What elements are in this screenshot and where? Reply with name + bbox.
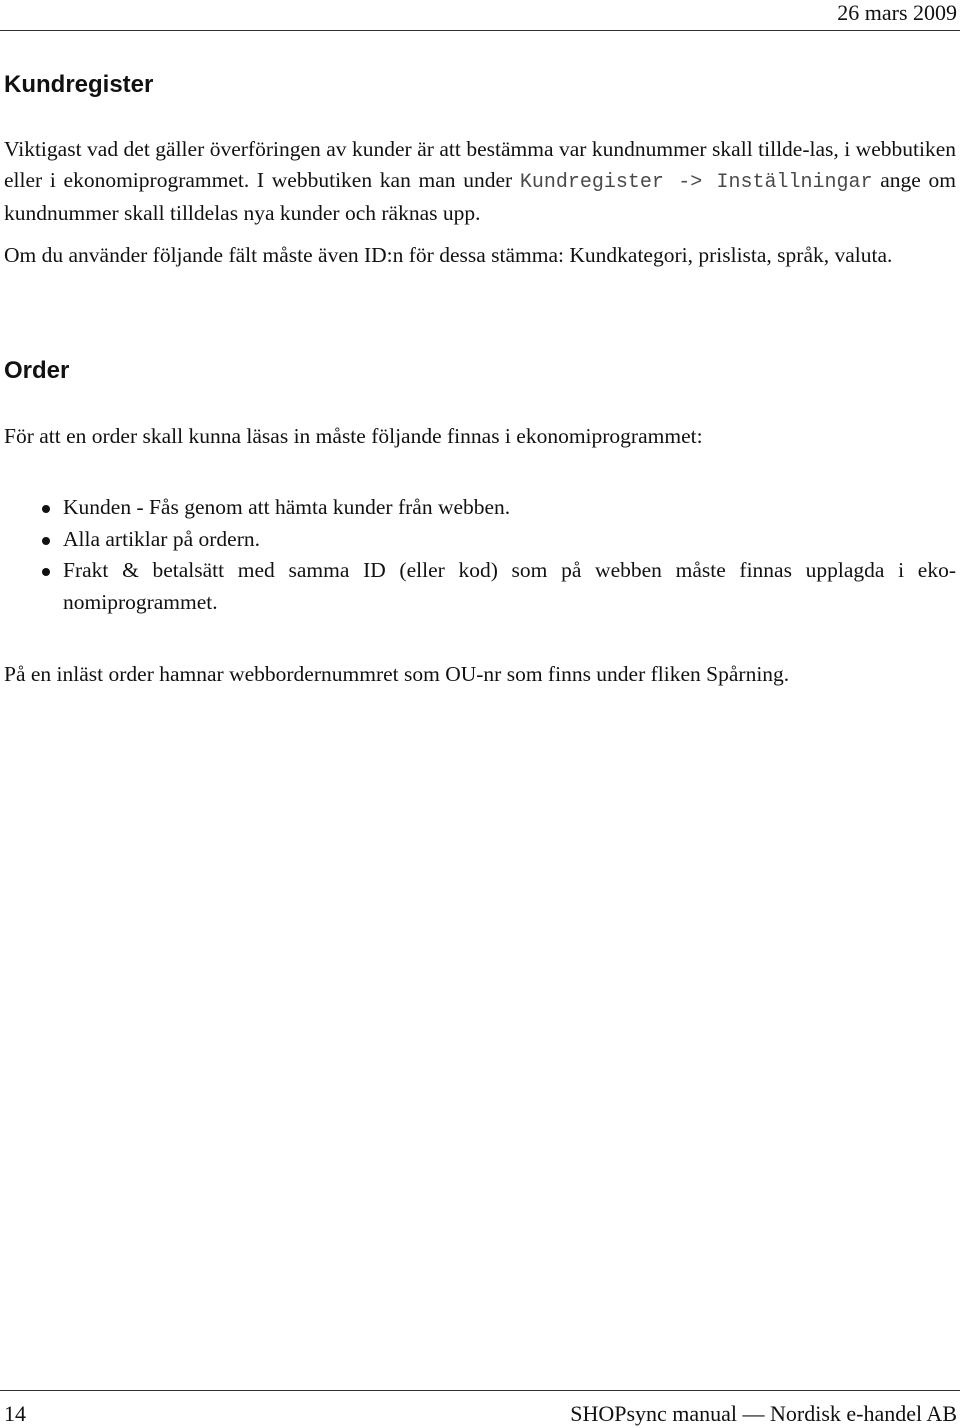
paragraph-kundnummer-text-end: ange om kundnummer skall tilldelas nya kunder och räknas upp. <box>4 168 956 225</box>
list-item-text: Kunden - Fås genom att hämta kunder från webben. <box>63 495 511 519</box>
paragraph-order-outro: På en inläst order hamnar webbordernummret som OU-nr som finns under fliken Spårning. <box>4 662 790 686</box>
paragraph-order-intro: För att en order skall kunna läsas in måste följande finnas i ekonomiprogrammet: <box>4 424 703 448</box>
header-date: 26 mars 2009 <box>837 0 957 25</box>
order-requirements-list <box>4 492 956 618</box>
paragraph-id-fields: Om du använder följande fält måste även ID:n för dessa stämma: Kundkategori, prislista, språk, valuta. <box>4 243 893 267</box>
bullet-icon <box>42 505 50 513</box>
footer-page-number: 14 <box>4 1401 26 1426</box>
section-title-kundregister: Kundregister <box>4 71 154 98</box>
list-item <box>4 492 956 524</box>
bullet-icon <box>42 537 50 545</box>
footer-title: SHOPsync manual — Nordisk e-handel AB <box>570 1401 957 1426</box>
paragraph-kundnummer-text-start: Viktigast vad det gäller överföringen av kunder är att bestämma var kundnummer skall tillde-las, i webbutiken eller i ekonomiprogrammet. I webbutiken kan man under <box>4 137 956 192</box>
paragraph-kundnummer <box>4 134 956 229</box>
list-item <box>4 555 956 618</box>
section-title-order: Order <box>4 357 70 384</box>
footer-rule <box>0 1390 960 1391</box>
header-rule <box>0 30 960 31</box>
list-item <box>4 524 956 556</box>
list-item-text: Frakt & betalsätt med samma ID (eller kod) som på webben måste finnas upplagda i eko-nomiprogrammet. <box>63 558 956 614</box>
bullet-icon <box>42 568 50 576</box>
menu-path-code: Kundregister -> Inställningar <box>519 171 873 194</box>
list-item-text: Alla artiklar på ordern. <box>63 526 260 551</box>
